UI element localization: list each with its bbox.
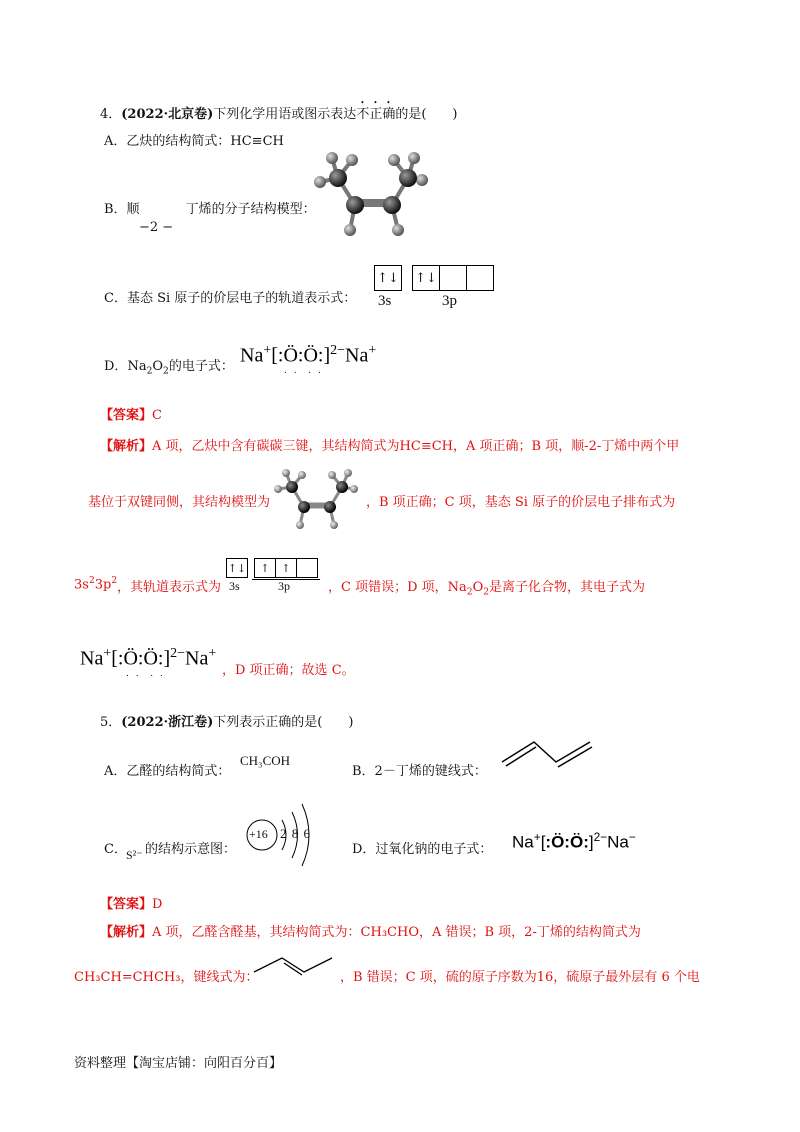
q5-option-c-ion: S²⁻ — [126, 848, 143, 862]
q5-analysis-text-1: A 项，乙醛含醛基，其结构简式为：CH₃CHO，A 错误；B 项，2-丁烯的结构简式为 — [152, 925, 641, 940]
q4-option-a: A．乙炔的结构简式：HC≡CH — [104, 134, 284, 149]
orbital-3p-box-3 — [466, 265, 494, 291]
q4-analysis-line-2b: ，B 项正确；C 项，基态 Si 原子的价层电子排布式为 — [366, 495, 676, 510]
q4-option-d-lone-pairs: . . . . — [284, 366, 323, 376]
q4-analysis-line-2a: 基位于双键同侧，其结构模型为 — [88, 495, 271, 510]
q5-option-a — [104, 760, 230, 779]
q4-option-b-text: 丁烯的分子结构模型： — [185, 202, 316, 217]
orbital-3p-label: 3p — [442, 293, 457, 309]
q4-answer-value: C — [152, 408, 162, 423]
q4-option-b-prefix: B．顺 — [104, 202, 140, 217]
q4-analysis-line-3c: ，C 项错误；D 项，$Na_2O_2$是离子化合物，其电子式为 — [328, 580, 646, 598]
q5-stem-text: 下列表示正确的是( ) — [213, 715, 354, 730]
q4-stem-end: 的是( ) — [395, 107, 458, 122]
page-footer: 资料整理【淘宝店铺：向阳百分百】 — [74, 1056, 283, 1071]
q5-option-c-label: C． — [104, 842, 127, 857]
q4-option-b-number: −2 − — [139, 220, 174, 235]
ion-nucleus-charge: +16 — [249, 827, 268, 841]
q4-stem-text: 下列化学用语或图示表达 — [213, 107, 357, 122]
q4-analysis-tag: 【解析】 — [100, 439, 153, 454]
q4-analysis-text-1: A 项，乙炔中含有碳碳三键，其结构简式为HC≡CH，A 项正确；B 项，顺-2-丁烯中两个甲 — [152, 439, 680, 454]
q4-analysis-text-3c: ，C 项错误；D 项， — [328, 580, 448, 595]
q4-analysis-line-3a: $3s^23p^2$ — [74, 576, 118, 593]
q4-option-d-prefix: D． — [104, 359, 128, 374]
q5-stem — [100, 711, 353, 730]
q4-analysis-orbital-diagram — [226, 558, 326, 598]
q4-option-d-label: D．$Na_2O_2$的电子式： — [104, 359, 234, 377]
q4-stem — [100, 99, 457, 122]
q4-source: (2022·北京卷) — [121, 107, 214, 122]
analysis-3p-label: 3p — [278, 579, 290, 593]
q4-orbital-diagram — [374, 265, 498, 313]
q5-option-d: D．过氧化钠的电子式： — [352, 842, 493, 857]
q4-option-c-label: C．基态 Si 原子的价层电子的轨道表示式： — [104, 291, 357, 306]
q4-option-d-text: 的电子式： — [168, 359, 234, 374]
q5-answer-tag: 【答案】 — [100, 897, 153, 912]
q4-analysis-line-1 — [100, 435, 679, 454]
q5-number: 5． — [100, 715, 122, 730]
q4-number: 4． — [100, 107, 122, 122]
cis-butene-model-image — [310, 150, 430, 240]
q5-answer — [100, 893, 162, 912]
orbital-3s-label: 3s — [378, 293, 392, 309]
q5-option-d-electron-formula: Na+[:Ö:Ö:]$^{2-}$Na− — [512, 830, 636, 852]
analysis-3p-box-1: ↑ — [254, 558, 276, 578]
q4-option-d-electron-formula: Na+[:Ö:Ö:]$^{2-}$Na+ — [240, 343, 377, 367]
analysis-3p-box-3 — [296, 558, 318, 578]
orbital-3p-box-2 — [439, 265, 467, 291]
analysis-3s-box: ↑↓ — [226, 558, 248, 578]
q5-analysis-skeletal-formula — [252, 950, 334, 978]
orbital-3p-box-1: ↑↓ — [412, 265, 440, 291]
q5-analysis-line-2a: CH₃CH=CHCH₃，键线式为： — [74, 970, 259, 985]
q5-option-a-label: A．乙醛的结构简式： — [104, 764, 231, 779]
q4-emphasis: 不正确 — [356, 107, 396, 122]
cis-butene-model-small-image — [270, 465, 360, 531]
ion-shell-electrons: 2 8 6 — [280, 826, 311, 841]
q5-option-a-formula: CH₃COH — [240, 753, 291, 768]
analysis-3s-label: 3s — [229, 579, 240, 593]
q5-answer-value: D — [152, 897, 163, 912]
q4-analysis-electron-formula: Na+[:Ö:Ö:]$^{2-}$Na+ — [80, 646, 217, 670]
q5-source: (2022·浙江卷) — [121, 715, 214, 730]
q5-analysis-line-2b: ，B 错误；C 项，硫的原子序数为16，硫原子最外层有 6 个电 — [340, 970, 700, 985]
q5-option-b: B．2－丁烯的键线式： — [352, 764, 487, 779]
q4-analysis-text-3d: 是离子化合物，其电子式为 — [489, 580, 646, 595]
q5-analysis-tag: 【解析】 — [100, 925, 153, 940]
q4-analysis-line-3b: ，其轨道表示式为 — [117, 580, 222, 595]
q4-answer — [100, 404, 162, 423]
q4-option-b-label — [104, 198, 316, 217]
q5-option-c-text: 的结构示意图： — [145, 842, 237, 857]
q5-sulfide-ion-diagram — [240, 798, 330, 872]
q5-analysis-line-1 — [100, 921, 641, 940]
q4-analysis-lone-pairs: . . . . — [126, 669, 165, 679]
q5-option-b-skeletal-formula — [498, 736, 598, 772]
q4-analysis-line-4: ，D 项正确；故选 C。 — [222, 663, 355, 678]
q4-answer-tag: 【答案】 — [100, 408, 153, 423]
analysis-3p-box-2: ↑ — [275, 558, 297, 578]
orbital-3s-box: ↑↓ — [374, 265, 402, 291]
